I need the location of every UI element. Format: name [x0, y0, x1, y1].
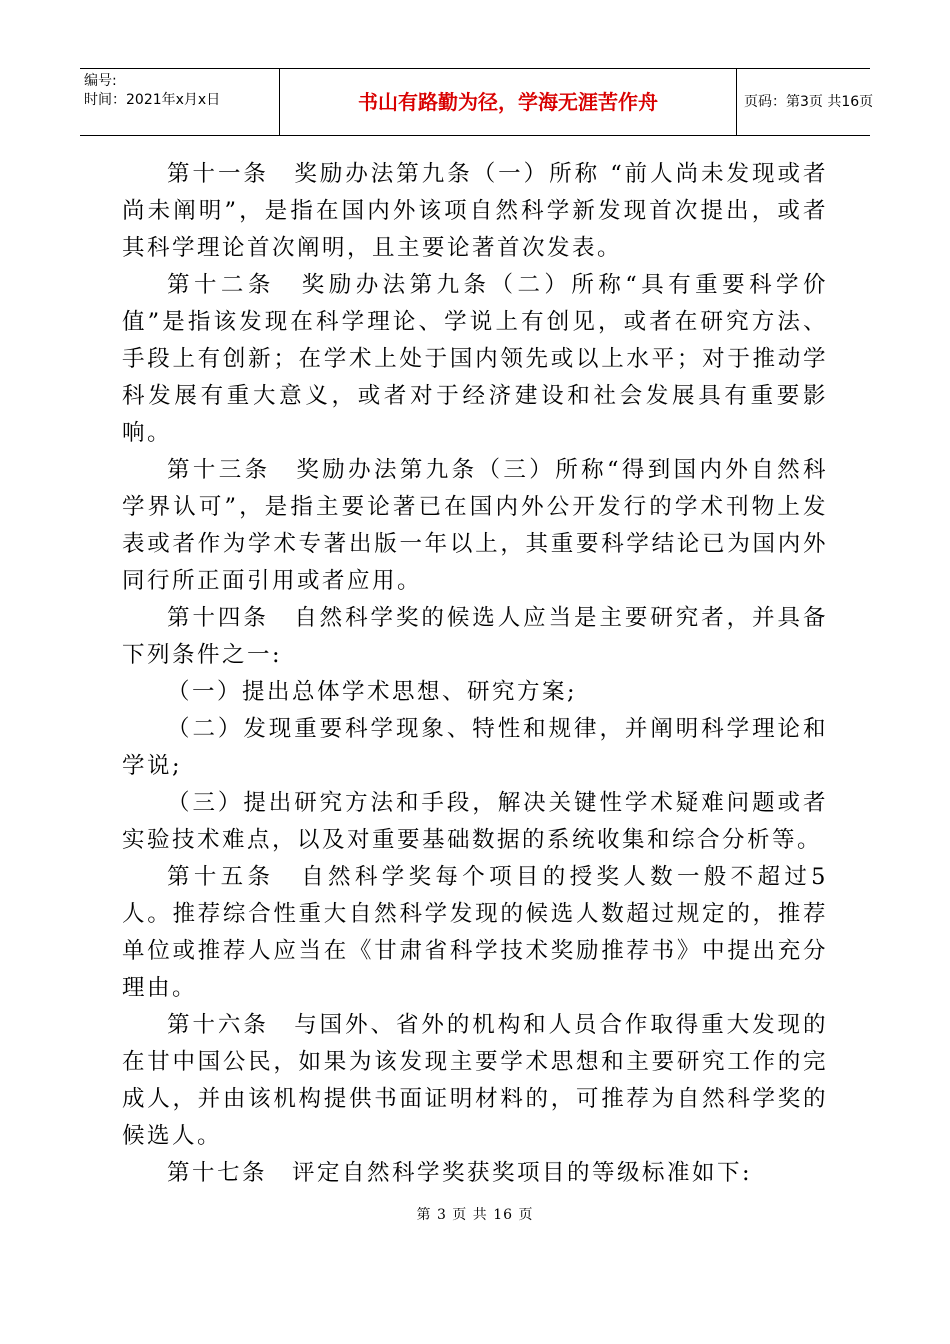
- document-body: [122, 156, 828, 1192]
- header-motto: 书山有路勤为径，学海无涯苦作舟: [280, 69, 737, 135]
- paragraph-article-11: 第十一条 奖励办法第九条（一）所称 “前人尚未发现或者尚未阐明”，是指在国内外该项自然科学新发现首次提出，或者其科学理论首次阐明，且主要论著首次发表。: [122, 161, 828, 261]
- paragraph-item-2: （二）发现重要科学现象、特性和规律，并阐明科学理论和学说;: [122, 716, 828, 779]
- document-number-label: 编号:: [84, 73, 117, 89]
- paragraph-article-14: 第十四条 自然科学奖的候选人应当是主要研究者，并具备下列条件之一:: [122, 605, 828, 668]
- header-meta: [80, 69, 280, 135]
- paragraph-article-17: 第十七条 评定自然科学奖获奖项目的等级标准如下:: [167, 1160, 753, 1186]
- paragraph-article-13: 第十三条 奖励办法第九条（三）所称“得到国内外自然科学界认可”，是指主要论著已在国内外公开发行的学术刊物上发表或者作为学术专著出版一年以上，其重要科学结论已为国内外同行所正面引用或者应用。: [122, 457, 828, 594]
- page-footer: 第 3 页 共 16 页: [416, 1207, 534, 1223]
- paragraph-item-3: （三）提出研究方法和手段，解决关键性学术疑难问题或者实验技术难点，以及对重要基础数据的系统收集和综合分析等。: [122, 790, 828, 853]
- page-header: [80, 68, 874, 136]
- header-page-info: 页码：第3页 共16页: [744, 94, 874, 110]
- document-time-label: 时间：2021年x月x日: [84, 92, 221, 108]
- paragraph-item-1: （一）提出总体学术思想、研究方案;: [167, 679, 578, 705]
- paragraph-article-12: 第十二条 奖励办法第九条（二）所称“具有重要科学价值”是指该发现在科学理论、学说上有创见，或者在研究方法、手段上有创新；在学术上处于国内领先或以上水平；对于推动学科发展有重大意义，或者对于经济建设和社会发展具有重要影响。: [122, 272, 828, 446]
- paragraph-article-16: 第十六条 与国外、省外的机构和人员合作取得重大发现的在甘中国公民，如果为该发现主要学术思想和主要研究工作的完成人，并由该机构提供书面证明材料的，可推荐为自然科学奖的候选人。: [122, 1012, 828, 1149]
- paragraph-article-15: 第十五条 自然科学奖每个项目的授奖人数一般不超过5人。推荐综合性重大自然科学发现的候选人数超过规定的，推荐单位或推荐人应当在《甘肃省科学技术奖励推荐书》中提出充分理由。: [122, 864, 828, 1001]
